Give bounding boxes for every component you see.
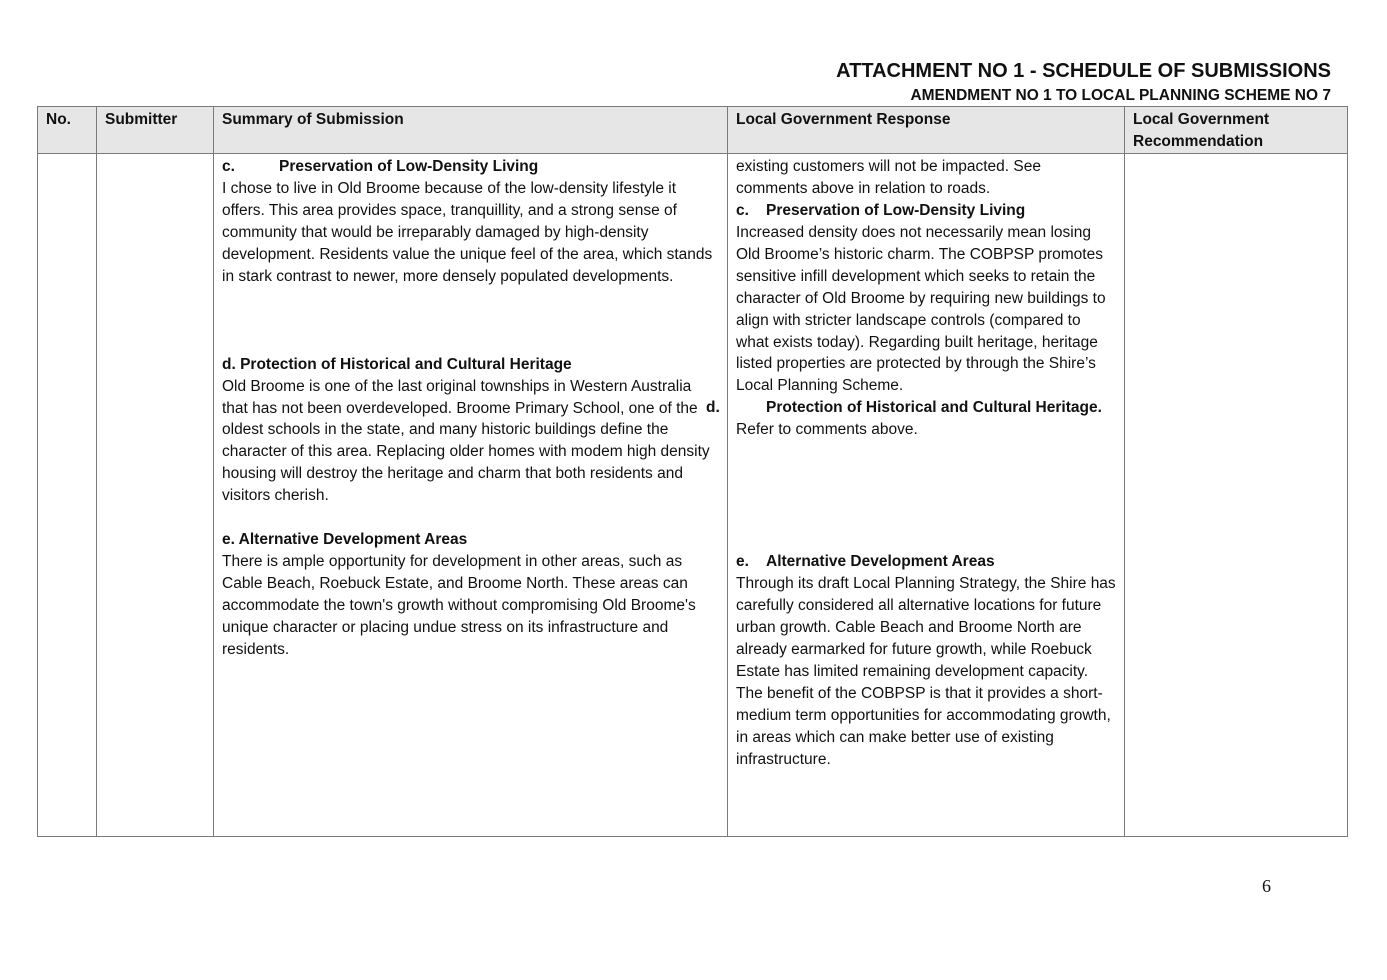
cell-no — [38, 153, 97, 836]
response-c-label: c. — [736, 201, 749, 219]
response-e-label: e. — [736, 553, 749, 571]
summary-c-heading: Preservation of Low-Density Living — [279, 157, 539, 175]
response-e-text: Through its draft Local Planning Strategy, the Shire has carefully considered all alternative locations for future urban growth. Cable Beach and Broome North are already earmarked for future growth, while Roebuck Estate has limited remaining development capacity. The benefit of the COBPSP is that it provides a short-medium term opportunities for accommodating growth, in areas which can make better use of existing infrastructure. — [736, 575, 1116, 768]
cell-submitter — [97, 153, 214, 836]
cell-response — [706, 153, 1125, 836]
response-e-heading: Alternative Development Areas — [766, 553, 995, 571]
col-header-no: No. — [38, 107, 97, 154]
summary-item-e — [222, 529, 719, 661]
response-intro: existing customers will not be impacted. See comments above in relation to roads. — [736, 157, 1041, 197]
col-header-submitter: Submitter — [97, 107, 214, 154]
submissions-table — [37, 106, 1348, 837]
summary-e-text: There is ample opportunity for development in other areas, such as Cable Beach, Roebuck Estate, and Broome North. These areas can accommodate the town's growth without compromising Old Broome's unique character or placing undue stress on its infrastructure and residents. — [222, 553, 696, 659]
response-d-label: d. — [706, 399, 720, 417]
col-header-summary: Summary of Submission — [214, 107, 728, 154]
response-c-text: Increased density does not necessarily mean losing Old Broome’s historic charm. The COBPSP promotes sensitive infill development which seeks to retain the character of Old Broome by requiring new buildings to align with stricter landscape controls (compared to what exists today). Regarding built heritage, heritage listed properties are protected by through the Shire’s Local Planning Scheme. — [736, 223, 1106, 395]
response-d-text: Refer to comments above. — [736, 421, 918, 439]
summary-d-text: Old Broome is one of the last original townships in Western Australia that has not been overdeveloped. Broome Primary School, one of the oldest schools in the state, and many historic buildings define the character of this area. Replacing older homes with modem high density housing will destroy the heritage and charm that both residents and visitors cherish. — [222, 377, 710, 505]
summary-d-heading: d. Protection of Historical and Cultural Heritage — [222, 355, 572, 373]
amendment-subtitle: AMENDMENT NO 1 TO LOCAL PLANNING SCHEME NO 7 — [910, 87, 1331, 104]
cell-recommendation — [1125, 153, 1348, 836]
response-item-c — [736, 200, 1116, 398]
response-d-heading: Protection of Historical and Cultural Heritage. — [766, 399, 1102, 417]
table-header-row — [38, 107, 1348, 154]
summary-item-c — [222, 156, 719, 288]
summary-c-text: I chose to live in Old Broome because of the low-density lifestyle it offers. This area provides space, tranquillity, and a strong sense of community that would be irreparably damaged by high-density development. Residents value the unique feel of the area, which stands in stark contrast to newer, more densely populated developments. — [222, 179, 713, 285]
summary-c-label: c. — [222, 157, 235, 175]
summary-item-d — [222, 354, 719, 508]
summary-e-heading: e. Alternative Development Areas — [222, 531, 468, 549]
response-item-e — [736, 551, 1116, 771]
attachment-title: ATTACHMENT NO 1 - SCHEDULE OF SUBMISSIONS — [836, 60, 1331, 82]
response-c-heading: Preservation of Low-Density Living — [766, 201, 1026, 219]
col-header-recommendation: Local Government Recommendation — [1125, 107, 1348, 154]
table-row — [38, 153, 1348, 836]
response-item-d — [706, 397, 1116, 441]
cell-summary — [214, 153, 728, 836]
page-number: 6 — [1262, 876, 1271, 896]
col-header-response: Local Government Response — [728, 107, 1125, 154]
